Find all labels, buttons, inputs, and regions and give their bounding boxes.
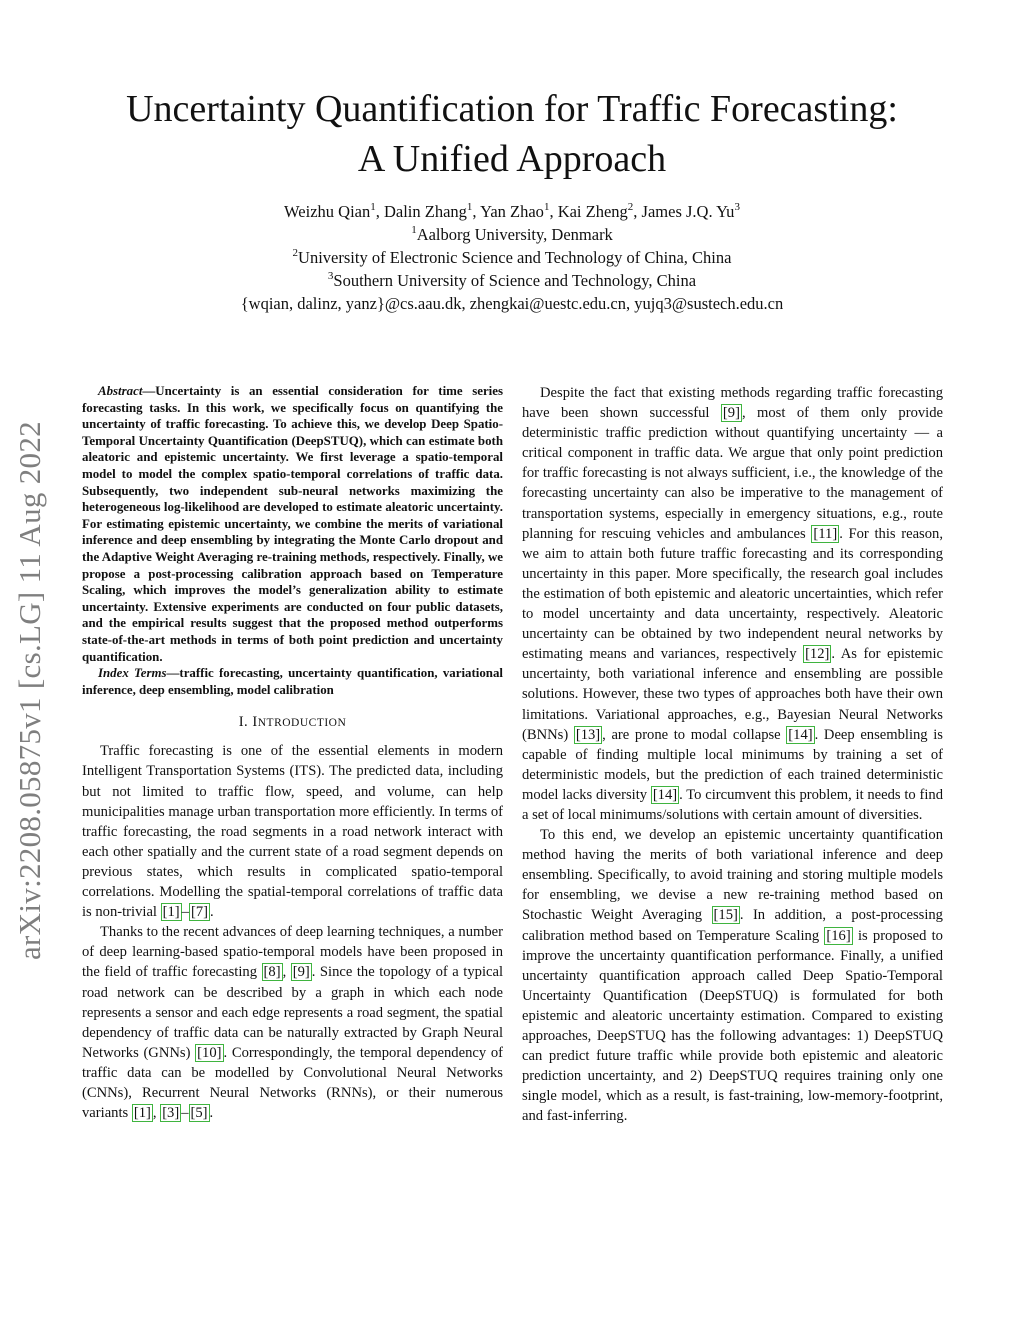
left-body-text [82, 741, 503, 1123]
author-name: Yan Zhao [480, 202, 544, 221]
affiliation [60, 269, 964, 292]
paragraph-text: Despite the fact that existing methods regarding traffic forecasting have been shown successful [522, 385, 943, 422]
body-paragraph [522, 383, 943, 825]
paragraph-text: . Correspondingly, the temporal dependency of traffic data can be modelled by Convolutional Neural Networks (CNNs), Recurrent Neural Networks (RNNs), or their numerous variants [82, 1044, 503, 1122]
section-heading-introduction [82, 712, 503, 733]
citation-link[interactable]: [10] [197, 1044, 222, 1061]
author-block [60, 200, 964, 315]
citation-link[interactable]: [1] [162, 904, 180, 921]
abstract: Abstract—Uncertainty is an essential consideration for time series forecasting tasks. In this work, we specifically focus on quantifying the uncertainty of traffic forecasting. To achieve this, we develop Deep Spatio-Temporal Uncertainty Quantification (DeepSTUQ), which can estimate both aleatoric and epistemic uncertainty. We first leverage a spatio-temporal model to model the complex spatio-temporal correlations of traffic data. Subsequently, two independent sub-neural networks maximizing the heterogeneous log-likelihood are developed to estimate aleatoric uncertainty. For estimating epistemic uncertainty, we combine the merits of variational inference and deep ensembling by integrating the Monte Carlo dropout and the Adaptive Weight Averaging re-training methods, respectively. Finally, we propose a post-processing calibration approach based on Temperature Scaling, which improves the model’s generalization ability to estimate uncertainty. Extensive experiments are conducted on four public datasets, and the empirical results suggest that the proposed method outperforms state-of-the-art methods in terms of both point prediction and uncertainty quantification. [82, 384, 503, 664]
index-terms-text: traffic forecasting, uncertainty quantification, variational inference, deep ensembling, model calibration [82, 666, 503, 697]
citation-link[interactable]: [13] [575, 726, 601, 743]
author-affiliation-mark: 1 [543, 200, 550, 213]
paragraph-text: To this end, we develop an epistemic uncertainty quantification method having the merits of both variational inference and deep ensembling. Specifically, to avoid training and storing multiple models for ensembling, we devise a new re-training method based on Stochastic Weight Averaging [522, 827, 943, 924]
affiliation-text: Southern University of Science and Technology, China [333, 271, 697, 290]
paragraph-text: – [181, 904, 189, 921]
affiliation-text: University of Electronic Science and Technology of China, China [298, 248, 732, 267]
body-paragraph [82, 741, 503, 922]
title-line-1: Uncertainty Quantification for Traffic Forecasting: [126, 88, 898, 130]
paragraph-text: . [210, 904, 214, 921]
citation-link[interactable]: [8] [263, 964, 281, 981]
author-affiliation-mark: 1 [466, 200, 473, 213]
author-name: Weizhu Qian [284, 202, 371, 221]
citation-link[interactable]: [7] [190, 904, 208, 921]
author-affiliation-mark: 3 [734, 200, 740, 213]
affiliation [60, 246, 964, 269]
affiliation [60, 223, 964, 246]
section-number: I. [238, 714, 249, 731]
section-title-rest: NTRODUCTION [257, 717, 347, 730]
citation-link[interactable]: [16] [826, 927, 851, 944]
citation-link[interactable]: [11] [813, 525, 838, 542]
citation-link[interactable]: [14] [788, 726, 813, 743]
citation-link[interactable]: [5] [190, 1105, 208, 1122]
body-paragraph [82, 922, 503, 1123]
right-body-text [522, 383, 943, 1126]
index-terms: Index Terms—traffic forecasting, uncertainty quantification, variational inference, deep ensembling, model calibration [82, 666, 503, 697]
author-emails: {wqian, dalinz, yanz}@cs.aau.dk, zhengkai@uestc.edu.cn, yujq3@sustech.edu.cn [240, 294, 784, 313]
paragraph-text: , are prone to modal collapse [602, 726, 787, 743]
author-affiliation-mark: 2 [627, 200, 634, 213]
citation-link[interactable]: [9] [722, 405, 740, 422]
citation-link[interactable]: [15] [713, 907, 738, 924]
author-list: Weizhu Qian$^1$, Dalin Zhang$^1$, Yan Zhao$^1$, Kai Zheng$^2$, James J.Q. Yu$^3$ [284, 200, 740, 221]
paragraph-text: Thanks to the recent advances of deep learning techniques, a number of deep learning-based spatio-temporal models have been proposed in the field of traffic forecasting [82, 924, 503, 981]
affiliation-mark: 3 [327, 269, 334, 282]
paragraph-text: . In addition, a post-processing calibration method based on Temperature Scaling [522, 907, 943, 944]
index-terms-label: Index Terms [98, 666, 167, 681]
author-name: Kai Zheng [557, 202, 628, 221]
affiliation-mark: 2 [292, 246, 299, 259]
affiliation-mark: 1 [411, 223, 417, 236]
author-affiliation-mark: 1 [370, 200, 376, 213]
section-title-initial: I [252, 714, 258, 731]
paragraph-text: . For this reason, we aim to attain both future traffic forecasting and its corresponding uncertainty in this paper. More specifically, the research goal includes the estimation of both epistemic and aleatoric uncertainties, which refer to model uncertainty and data uncertainty, respectively. Aleatoric uncertainty can be obtained by two independent neural networks by estimating means and variances, respectively [522, 525, 943, 663]
paragraph-text: , most of them only provide deterministic traffic prediction without quantifying uncertainty — a critical component in traffic data. We argue that only point prediction for traffic forecasting is not always sufficient, i.e., the knowledge of the forecasting uncertainty can also be imperative to the management of transportation systems, especially in emergency situations, e.g., route planning for rescuing vehicles and ambulances [522, 405, 944, 542]
author-name: James J.Q. Yu [641, 202, 735, 221]
author-name: Dalin Zhang [383, 202, 467, 221]
paper-title [60, 84, 964, 184]
affiliation-text: Aalborg University, Denmark [416, 225, 613, 244]
paragraph-text: . Since the topology of a typical road network can be described by a graph in which each node represents a sensor and each edge represents a road segment, the spatial dependency of traffic data can be naturally extracted by Graph Neural Networks (GNNs) [82, 964, 504, 1061]
arxiv-identifier: arXiv:2208.05875v1 [cs.LG] 11 Aug 2022 [12, 421, 47, 960]
paragraph-text: , [152, 1105, 161, 1122]
paragraph-text: . As for epistemic uncertainty, both variational inference and ensembling are possible solutions. However, these two types of approaches both have their own limitations. Variational approaches, e.g., Bayesian Neural Networks (BNNs) [522, 646, 943, 743]
citation-link[interactable]: [12] [805, 646, 830, 663]
body-paragraph [522, 825, 943, 1126]
paragraph-text: is proposed to improve the uncertainty quantification performance. Finally, a unified uncertainty quantification approach called Deep Spatio-Temporal Uncertainty Quantification (DeepSTUQ) is formulated for both epistemic and aleatoric uncertainty estimation. Compared to existing approaches, DeepSTUQ has the following advantages: 1) DeepSTUQ can predict future traffic while provide both epistemic and aleatoric prediction uncertainty, and 2) DeepSTUQ requires training only one single model, which as a result, is fast-training, low-memory-footprint, and fast-inferring. [522, 927, 943, 1125]
paragraph-text: . To circumvent this problem, it needs to find a set of local minimums/solutions with certain amount of diversities. [522, 786, 943, 823]
citation-link[interactable]: [1] [133, 1105, 151, 1122]
paragraph-text: , [282, 964, 291, 981]
citation-link[interactable]: [9] [292, 964, 310, 981]
citation-link[interactable]: [3] [162, 1105, 180, 1122]
right-column [522, 383, 943, 1126]
paragraph-text: . Deep ensembling is capable of finding multiple local minimums by training a set of deterministic models, but the prediction of each trained deterministic model lacks diversity [522, 726, 943, 803]
paragraph-text: . [209, 1105, 214, 1122]
abstract-label: Abstract [98, 384, 143, 398]
citation-link[interactable]: [14] [652, 786, 678, 803]
abstract-text: Uncertainty is an essential consideration for time series forecasting tasks. In this work, we specifically focus on quantifying the uncertainty of traffic forecasting. To achieve this, we develop Deep Spatio-Temporal Uncertainty Quantification (DeepSTUQ), which can estimate both aleatoric and epistemic uncertainty. We first leverage a spatio-temporal model to model the complex spatio-temporal correlations of traffic data. Subsequently, two independent sub-neural networks maximizing the heterogeneous log-likelihood are developed to estimate aleatoric uncertainty. For estimating epistemic uncertainty, we combine the merits of variational inference and deep ensembling by integrating the Monte Carlo dropout and the Adaptive Weight Averaging re-training methods, respectively. Finally, we propose a post-processing calibration approach based on Temperature Scaling, which improves the model’s generalization ability to estimate uncertainty. Extensive experiments are conducted on four public datasets, and the empirical results suggest that the proposed method outperforms state-of-the-art methods in terms of both point prediction and uncertainty quantification. [82, 384, 503, 664]
paragraph-text: Traffic forecasting is one of the essential elements in modern Intelligent Transportation Systems (ITS). The predicted data, including but not limited to traffic flow, speed, and volume, can help municipalities manage urban transportation more efficiently. In terms of traffic forecasting, the road segments in a road network interact with each other spatially and the current state of a road segment depends on previous states, which results in complicated spatio-temporal correlations. Modelling the spatial-temporal correlations of traffic data is non-trivial [82, 743, 503, 921]
left-column [82, 383, 503, 1123]
title-line-2: A Unified Approach [357, 138, 667, 180]
paragraph-text: – [181, 1105, 189, 1122]
